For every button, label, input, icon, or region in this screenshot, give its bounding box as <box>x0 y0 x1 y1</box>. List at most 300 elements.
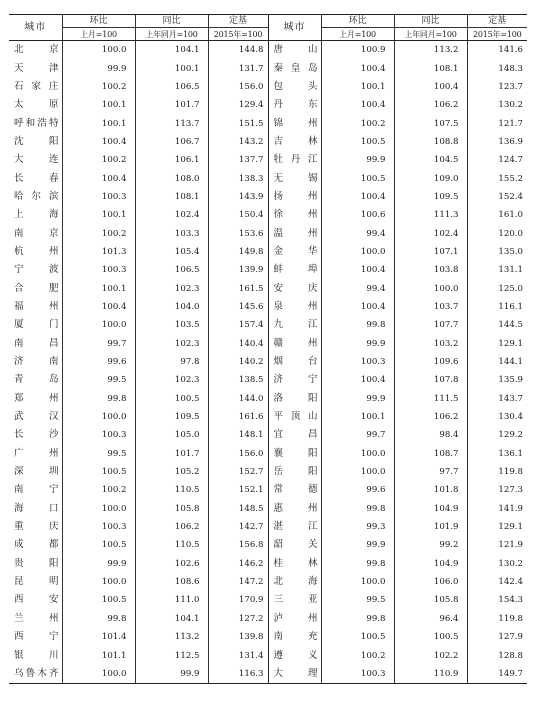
left-yoy-cell: 106.5 <box>135 78 208 96</box>
left-yoy-cell: 105.0 <box>135 426 208 444</box>
left-yoy-cell: 109.5 <box>135 408 208 426</box>
left-base-cell: 145.6 <box>208 298 268 316</box>
left-base-cell: 139.8 <box>208 628 268 646</box>
right-mom-cell: 100.4 <box>321 188 394 206</box>
table-row <box>9 390 527 408</box>
right-yoy-cell: 106.2 <box>394 96 467 114</box>
right-yoy-cell: 104.9 <box>394 555 467 573</box>
right-city-cell: 三 亚 <box>268 591 321 609</box>
left-base-cell: 139.9 <box>208 261 268 279</box>
table-row <box>9 133 527 151</box>
right-mom-cell: 100.1 <box>321 408 394 426</box>
left-yoy-cell: 104.1 <box>135 610 208 628</box>
left-yoy-cell: 108.6 <box>135 573 208 591</box>
right-city-cell: 泸 州 <box>268 610 321 628</box>
table-row <box>9 243 527 261</box>
left-base-cell: 156.0 <box>208 445 268 463</box>
right-city-cell: 韶 关 <box>268 536 321 554</box>
right-base-cell: 121.9 <box>467 536 527 554</box>
right-base-cell: 119.8 <box>467 610 527 628</box>
left-mom-cell: 100.0 <box>62 408 135 426</box>
right-yoy-cell: 104.9 <box>394 500 467 518</box>
left-base-cell: 161.5 <box>208 279 268 297</box>
right-city-cell: 惠 州 <box>268 500 321 518</box>
right-mom-cell: 100.4 <box>321 298 394 316</box>
table-row <box>9 261 527 279</box>
right-base-cell: 141.6 <box>467 41 527 60</box>
right-yoy-cell: 103.2 <box>394 335 467 353</box>
right-base-cell: 129.1 <box>467 518 527 536</box>
header-yoy-title-right: 同比 <box>394 15 467 28</box>
left-mom-cell: 100.3 <box>62 188 135 206</box>
left-mom-cell: 100.4 <box>62 169 135 187</box>
right-base-cell: 124.7 <box>467 151 527 169</box>
right-city-cell: 北 海 <box>268 573 321 591</box>
left-city-cell: 杭 州 <box>14 245 59 257</box>
header-city-right: 城市 <box>268 15 321 41</box>
header-base-sub: 2015年=100 <box>208 28 268 41</box>
right-city-cell: 锦 州 <box>268 114 321 132</box>
right-city-cell: 安 庆 <box>268 279 321 297</box>
right-city-cell: 岳 阳 <box>268 463 321 481</box>
right-city-cell: 蚌 埠 <box>268 261 321 279</box>
left-yoy-cell: 102.3 <box>135 335 208 353</box>
table-row <box>9 169 527 187</box>
left-base-cell: 131.7 <box>208 59 268 77</box>
right-city-cell: 吉 林 <box>268 133 321 151</box>
left-base-cell: 170.9 <box>208 591 268 609</box>
left-city-cell: 宁 波 <box>14 264 59 276</box>
left-city-cell: 南 宁 <box>14 484 59 496</box>
left-yoy-cell: 102.3 <box>135 279 208 297</box>
right-yoy-cell: 98.4 <box>394 426 467 444</box>
left-base-cell: 149.8 <box>208 243 268 261</box>
left-base-cell: 148.5 <box>208 500 268 518</box>
table-row <box>9 298 527 316</box>
left-mom-cell: 99.8 <box>62 390 135 408</box>
table-row <box>9 610 527 628</box>
left-yoy-cell: 102.3 <box>135 371 208 389</box>
right-base-cell: 121.7 <box>467 114 527 132</box>
left-base-cell: 143.2 <box>208 133 268 151</box>
left-city-cell: 成 都 <box>14 539 59 551</box>
left-yoy-cell: 105.4 <box>135 243 208 261</box>
left-city-cell: 昆 明 <box>14 576 59 588</box>
right-yoy-cell: 99.2 <box>394 536 467 554</box>
left-yoy-cell: 102.6 <box>135 555 208 573</box>
right-base-cell: 129.2 <box>467 426 527 444</box>
left-city-cell: 厦 门 <box>14 319 59 331</box>
right-base-cell: 141.9 <box>467 500 527 518</box>
right-mom-cell: 99.8 <box>321 610 394 628</box>
right-mom-cell: 99.8 <box>321 316 394 334</box>
left-base-cell: 144.8 <box>208 41 268 60</box>
right-mom-cell: 100.1 <box>321 78 394 96</box>
table-row <box>9 151 527 169</box>
left-yoy-cell: 105.2 <box>135 463 208 481</box>
table-row <box>9 591 527 609</box>
left-base-cell: 140.4 <box>208 335 268 353</box>
left-base-cell: 131.4 <box>208 646 268 664</box>
right-base-cell: 154.3 <box>467 591 527 609</box>
left-base-cell: 144.0 <box>208 390 268 408</box>
right-mom-cell: 100.9 <box>321 41 394 60</box>
right-city-cell: 牡丹江 <box>268 151 321 169</box>
right-base-cell: 152.4 <box>467 188 527 206</box>
right-base-cell: 130.2 <box>467 96 527 114</box>
right-mom-cell: 99.4 <box>321 279 394 297</box>
table-row <box>9 224 527 242</box>
left-city-cell: 武 汉 <box>14 411 59 423</box>
right-mom-cell: 100.4 <box>321 261 394 279</box>
right-base-cell: 142.4 <box>467 573 527 591</box>
left-mom-cell: 100.2 <box>62 224 135 242</box>
right-mom-cell: 100.4 <box>321 59 394 77</box>
right-yoy-cell: 100.5 <box>394 628 467 646</box>
left-yoy-cell: 104.1 <box>135 41 208 60</box>
right-yoy-cell: 102.4 <box>394 224 467 242</box>
right-mom-cell: 99.5 <box>321 591 394 609</box>
left-city-cell: 太 原 <box>14 99 59 111</box>
right-yoy-cell: 113.2 <box>394 41 467 60</box>
left-yoy-cell: 113.2 <box>135 628 208 646</box>
right-yoy-cell: 106.0 <box>394 573 467 591</box>
left-mom-cell: 99.7 <box>62 335 135 353</box>
left-city-cell: 大 连 <box>14 154 59 166</box>
left-mom-cell: 100.0 <box>62 573 135 591</box>
left-city-cell: 西 宁 <box>14 631 59 643</box>
left-yoy-cell: 101.7 <box>135 96 208 114</box>
right-yoy-cell: 103.8 <box>394 261 467 279</box>
table-row <box>9 445 527 463</box>
right-yoy-cell: 100.0 <box>394 279 467 297</box>
left-yoy-cell: 108.1 <box>135 188 208 206</box>
right-base-cell: 149.7 <box>467 665 527 684</box>
right-yoy-cell: 109.5 <box>394 188 467 206</box>
left-city-cell: 青 岛 <box>14 374 59 386</box>
right-base-cell: 120.0 <box>467 224 527 242</box>
left-base-cell: 151.5 <box>208 114 268 132</box>
left-mom-cell: 100.1 <box>62 206 135 224</box>
right-base-cell: 123.7 <box>467 78 527 96</box>
right-base-cell: 155.2 <box>467 169 527 187</box>
right-mom-cell: 99.9 <box>321 536 394 554</box>
right-base-cell: 144.5 <box>467 316 527 334</box>
left-city-cell: 呼和浩特 <box>14 117 59 129</box>
left-mom-cell: 99.9 <box>62 555 135 573</box>
left-base-cell: 148.1 <box>208 426 268 444</box>
left-yoy-cell: 106.5 <box>135 261 208 279</box>
left-yoy-cell: 106.1 <box>135 151 208 169</box>
right-yoy-cell: 101.9 <box>394 518 467 536</box>
left-base-cell: 142.7 <box>208 518 268 536</box>
left-mom-cell: 101.1 <box>62 646 135 664</box>
left-city-cell: 北 京 <box>14 44 59 56</box>
header-base-sub-right: 2015年=100 <box>467 28 527 41</box>
right-yoy-cell: 104.5 <box>394 151 467 169</box>
left-city-cell: 长 春 <box>14 172 59 184</box>
left-mom-cell: 100.0 <box>62 665 135 684</box>
header-mom-sub-right: 上月=100 <box>321 28 394 41</box>
right-base-cell: 136.9 <box>467 133 527 151</box>
right-city-cell: 九 江 <box>268 316 321 334</box>
left-mom-cell: 99.5 <box>62 445 135 463</box>
left-mom-cell: 101.3 <box>62 243 135 261</box>
left-city-cell: 上 海 <box>14 209 59 221</box>
left-city-cell: 天 津 <box>14 62 59 74</box>
right-base-cell: 135.9 <box>467 371 527 389</box>
right-base-cell: 148.3 <box>467 59 527 77</box>
right-mom-cell: 100.5 <box>321 169 394 187</box>
left-mom-cell: 100.0 <box>62 316 135 334</box>
right-yoy-cell: 108.7 <box>394 445 467 463</box>
right-mom-cell: 99.4 <box>321 224 394 242</box>
left-yoy-cell: 112.5 <box>135 646 208 664</box>
left-city-cell: 贵 阳 <box>14 557 59 569</box>
left-base-cell: 156.0 <box>208 78 268 96</box>
right-base-cell: 161.0 <box>467 206 527 224</box>
left-base-cell: 127.2 <box>208 610 268 628</box>
right-mom-cell: 100.0 <box>321 243 394 261</box>
right-mom-cell: 99.3 <box>321 518 394 536</box>
left-city-cell: 济 南 <box>14 356 59 368</box>
right-base-cell: 129.1 <box>467 335 527 353</box>
left-mom-cell: 100.3 <box>62 261 135 279</box>
right-city-cell: 常 德 <box>268 481 321 499</box>
left-mom-cell: 100.0 <box>62 41 135 60</box>
right-base-cell: 131.1 <box>467 261 527 279</box>
table-row <box>9 518 527 536</box>
right-city-cell: 徐 州 <box>268 206 321 224</box>
left-yoy-cell: 105.8 <box>135 500 208 518</box>
right-city-cell: 大 理 <box>268 665 321 684</box>
right-base-cell: 125.0 <box>467 279 527 297</box>
right-mom-cell: 100.2 <box>321 114 394 132</box>
right-city-cell: 桂 林 <box>268 555 321 573</box>
left-mom-cell: 100.3 <box>62 426 135 444</box>
header-yoy-sub: 上年同月=100 <box>135 28 208 41</box>
left-city-cell: 乌鲁木齐 <box>9 665 62 684</box>
right-mom-cell: 100.6 <box>321 206 394 224</box>
table-row <box>9 536 527 554</box>
left-base-cell: 161.6 <box>208 408 268 426</box>
table-row <box>9 481 527 499</box>
left-base-cell: 116.3 <box>208 665 268 684</box>
left-yoy-cell: 101.7 <box>135 445 208 463</box>
right-yoy-cell: 109.6 <box>394 353 467 371</box>
right-mom-cell: 100.0 <box>321 463 394 481</box>
right-city-cell: 宜 昌 <box>268 426 321 444</box>
right-yoy-cell: 108.1 <box>394 59 467 77</box>
left-mom-cell: 101.4 <box>62 628 135 646</box>
right-base-cell: 144.1 <box>467 353 527 371</box>
right-mom-cell: 100.4 <box>321 96 394 114</box>
right-city-cell: 遵 义 <box>268 646 321 664</box>
table-row <box>9 59 527 77</box>
right-city-cell: 济 宁 <box>268 371 321 389</box>
right-base-cell: 128.8 <box>467 646 527 664</box>
header-yoy-sub-right: 上年同月=100 <box>394 28 467 41</box>
right-city-cell: 湛 江 <box>268 518 321 536</box>
right-yoy-cell: 101.8 <box>394 481 467 499</box>
table-row <box>9 96 527 114</box>
right-mom-cell: 100.3 <box>321 665 394 684</box>
left-base-cell: 147.2 <box>208 573 268 591</box>
right-city-cell: 温 州 <box>268 224 321 242</box>
left-base-cell: 138.3 <box>208 169 268 187</box>
table-row <box>9 78 527 96</box>
right-yoy-cell: 109.0 <box>394 169 467 187</box>
left-base-cell: 152.7 <box>208 463 268 481</box>
header-base-title: 定基 <box>208 15 268 28</box>
left-mom-cell: 100.5 <box>62 536 135 554</box>
left-base-cell: 153.6 <box>208 224 268 242</box>
price-index-table-wrapper <box>9 14 527 684</box>
table-row <box>9 371 527 389</box>
table-row <box>9 335 527 353</box>
right-yoy-cell: 108.8 <box>394 133 467 151</box>
left-city-cell: 南 昌 <box>14 337 59 349</box>
right-yoy-cell: 107.5 <box>394 114 467 132</box>
left-city-cell: 沈 阳 <box>14 135 59 147</box>
left-city-cell: 广 州 <box>14 447 59 459</box>
right-city-cell: 洛 阳 <box>268 390 321 408</box>
right-yoy-cell: 111.5 <box>394 390 467 408</box>
left-base-cell: 146.2 <box>208 555 268 573</box>
header-city: 城市 <box>9 15 62 41</box>
left-yoy-cell: 103.5 <box>135 316 208 334</box>
right-mom-cell: 100.3 <box>321 353 394 371</box>
right-base-cell: 136.1 <box>467 445 527 463</box>
header-mom-title-right: 环比 <box>321 15 394 28</box>
left-yoy-cell: 108.0 <box>135 169 208 187</box>
table-row <box>9 206 527 224</box>
left-base-cell: 138.5 <box>208 371 268 389</box>
left-base-cell: 129.4 <box>208 96 268 114</box>
right-yoy-cell: 106.2 <box>394 408 467 426</box>
table-row <box>9 573 527 591</box>
left-base-cell: 152.1 <box>208 481 268 499</box>
left-base-cell: 157.4 <box>208 316 268 334</box>
header-base-title-right: 定基 <box>467 15 527 28</box>
right-city-cell: 丹 东 <box>268 96 321 114</box>
right-city-cell: 扬 州 <box>268 188 321 206</box>
price-index-table <box>9 14 527 684</box>
left-city-cell: 重 庆 <box>14 521 59 533</box>
left-yoy-cell: 100.5 <box>135 390 208 408</box>
left-base-cell: 150.4 <box>208 206 268 224</box>
left-yoy-cell: 111.0 <box>135 591 208 609</box>
left-mom-cell: 99.6 <box>62 353 135 371</box>
left-yoy-cell: 110.5 <box>135 536 208 554</box>
left-mom-cell: 100.0 <box>62 500 135 518</box>
right-city-cell: 平顶山 <box>268 408 321 426</box>
left-yoy-cell: 104.0 <box>135 298 208 316</box>
table-row <box>9 408 527 426</box>
right-city-cell: 赣 州 <box>268 335 321 353</box>
left-city-cell: 兰 州 <box>14 612 59 624</box>
left-yoy-cell: 103.3 <box>135 224 208 242</box>
left-city-cell: 福 州 <box>14 300 59 312</box>
left-mom-cell: 100.2 <box>62 151 135 169</box>
right-city-cell: 金 华 <box>268 243 321 261</box>
left-city-cell: 哈尔滨 <box>14 190 59 202</box>
right-city-cell: 唐 山 <box>268 41 321 60</box>
right-base-cell: 127.3 <box>467 481 527 499</box>
right-city-cell: 襄 阳 <box>268 445 321 463</box>
right-city-cell: 无 锡 <box>268 169 321 187</box>
right-base-cell: 143.7 <box>467 390 527 408</box>
left-yoy-cell: 100.1 <box>135 59 208 77</box>
left-city-cell: 海 口 <box>14 502 59 514</box>
right-yoy-cell: 107.7 <box>394 316 467 334</box>
left-mom-cell: 99.8 <box>62 610 135 628</box>
left-mom-cell: 100.5 <box>62 591 135 609</box>
left-mom-cell: 99.9 <box>62 59 135 77</box>
left-mom-cell: 100.4 <box>62 298 135 316</box>
right-base-cell: 116.1 <box>467 298 527 316</box>
left-city-cell: 合 肥 <box>14 282 59 294</box>
right-mom-cell: 99.8 <box>321 555 394 573</box>
right-mom-cell: 100.0 <box>321 445 394 463</box>
right-yoy-cell: 105.8 <box>394 591 467 609</box>
left-mom-cell: 99.5 <box>62 371 135 389</box>
header-mom-sub: 上月=100 <box>62 28 135 41</box>
right-mom-cell: 99.9 <box>321 390 394 408</box>
right-base-cell: 127.9 <box>467 628 527 646</box>
left-city-cell: 郑 州 <box>14 392 59 404</box>
left-base-cell: 156.8 <box>208 536 268 554</box>
left-city-cell: 长 沙 <box>14 429 59 441</box>
left-mom-cell: 100.2 <box>62 78 135 96</box>
right-mom-cell: 100.2 <box>321 646 394 664</box>
table-row <box>9 353 527 371</box>
left-city-cell: 银 川 <box>14 649 59 661</box>
left-mom-cell: 100.5 <box>62 463 135 481</box>
right-city-cell: 秦皇岛 <box>268 59 321 77</box>
right-yoy-cell: 107.1 <box>394 243 467 261</box>
left-city-cell: 深 圳 <box>14 466 59 478</box>
table-row <box>9 463 527 481</box>
right-mom-cell: 99.9 <box>321 335 394 353</box>
table-row <box>9 188 527 206</box>
table-row <box>9 555 527 573</box>
left-yoy-cell: 99.9 <box>135 665 208 684</box>
left-mom-cell: 100.4 <box>62 133 135 151</box>
left-yoy-cell: 113.7 <box>135 114 208 132</box>
right-yoy-cell: 103.7 <box>394 298 467 316</box>
left-yoy-cell: 106.2 <box>135 518 208 536</box>
table-row <box>9 665 527 684</box>
right-city-cell: 南 充 <box>268 628 321 646</box>
right-yoy-cell: 110.9 <box>394 665 467 684</box>
right-yoy-cell: 100.4 <box>394 78 467 96</box>
right-yoy-cell: 102.2 <box>394 646 467 664</box>
right-base-cell: 135.0 <box>467 243 527 261</box>
right-yoy-cell: 107.8 <box>394 371 467 389</box>
right-mom-cell: 100.4 <box>321 371 394 389</box>
table-row <box>9 500 527 518</box>
table-row <box>9 628 527 646</box>
left-yoy-cell: 102.4 <box>135 206 208 224</box>
table-row <box>9 426 527 444</box>
table-row <box>9 279 527 297</box>
right-city-cell: 包 头 <box>268 78 321 96</box>
right-yoy-cell: 111.3 <box>394 206 467 224</box>
left-mom-cell: 100.3 <box>62 518 135 536</box>
table-header <box>9 15 527 41</box>
left-city-cell: 西 安 <box>14 594 59 606</box>
